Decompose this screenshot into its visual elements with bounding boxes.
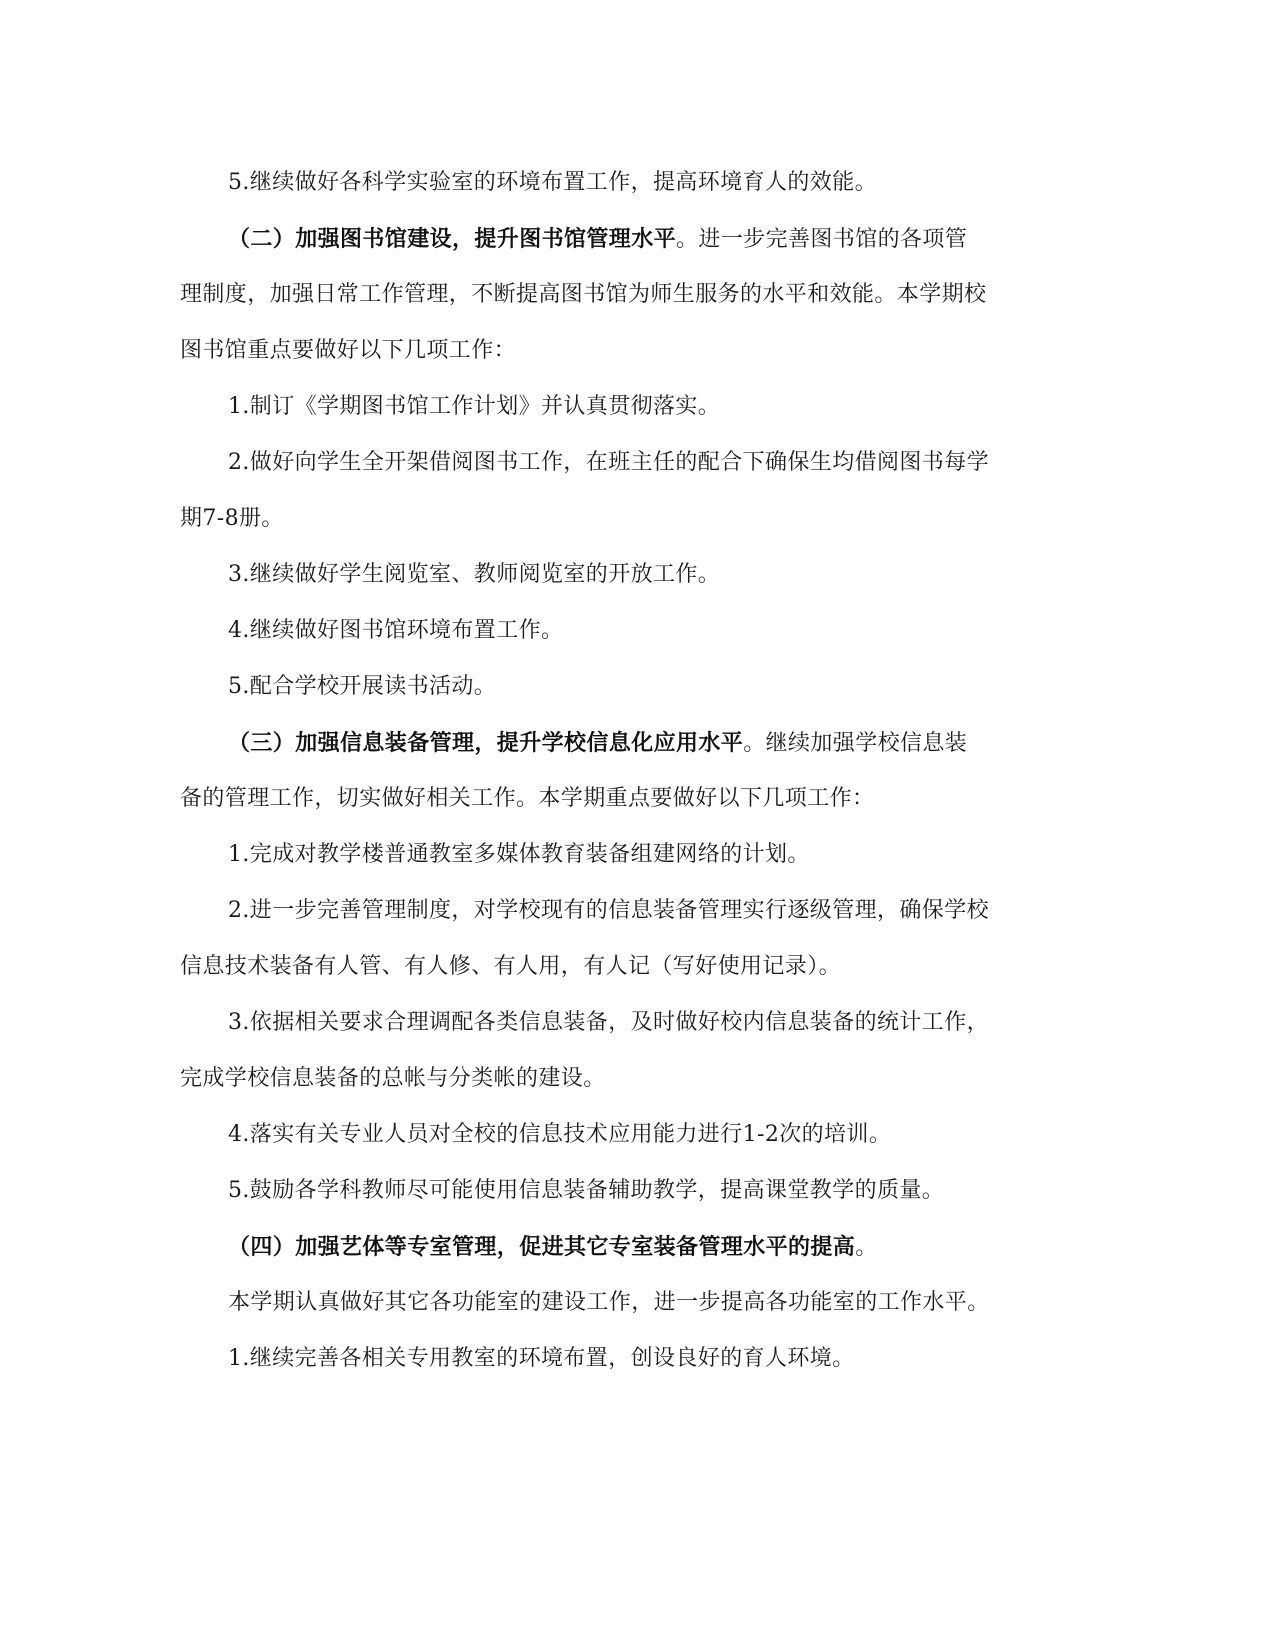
line-text: 图书馆重点要做好以下几项工作： xyxy=(180,338,517,363)
line-text: 本学期认真做好其它各功能室的建设工作，进一步提高各功能室的工作水平。 xyxy=(228,1290,990,1315)
line-text: 2.进一步完善管理制度，对学校现有的信息装备管理实行逐级管理，确保学校 xyxy=(228,898,989,923)
line-text: 5.鼓励各学科教师尽可能使用信息装备辅助教学，提高课堂教学的质量。 xyxy=(228,1178,945,1203)
line-text: 完成学校信息装备的总帐与分类帐的建设。 xyxy=(180,1066,606,1091)
line-text: 1.继续完善各相关专用教室的环境布置，创设良好的育人环境。 xyxy=(228,1346,855,1371)
paragraph-line xyxy=(180,784,1080,814)
section-heading-line xyxy=(228,224,1128,255)
line-text: 理制度，加强日常工作管理，不断提高图书馆为师生服务的水平和效能。本学期校 xyxy=(180,282,987,307)
list-item xyxy=(228,448,1128,478)
line-text: 。 xyxy=(855,1235,878,1260)
section-heading-line xyxy=(228,728,1128,759)
line-text: 信息技术装备有人管、有人修、有人用，有人记（写好使用记录）。 xyxy=(180,954,842,979)
line-text: 。进一步完善图书馆的各项管 xyxy=(676,227,968,252)
paragraph-line xyxy=(180,280,1080,310)
section-heading: （四）加强艺体等专室管理，促进其它专室装备管理水平的提高 xyxy=(228,1234,856,1260)
line-text: 4.落实有关专业人员对全校的信息技术应用能力进行1-2次的培训。 xyxy=(228,1122,892,1147)
list-item xyxy=(228,1176,1128,1206)
line-text: 3.依据相关要求合理调配各类信息装备，及时做好校内信息装备的统计工作， xyxy=(228,1010,989,1035)
list-item xyxy=(228,1120,1128,1150)
list-item xyxy=(228,896,1128,926)
paragraph-line xyxy=(180,336,1080,366)
paragraph-line xyxy=(180,1064,1080,1094)
line-text: 期7-8册。 xyxy=(180,506,284,531)
list-item xyxy=(228,840,1128,870)
list-item xyxy=(228,1008,1128,1038)
list-item xyxy=(228,672,1128,702)
paragraph-line xyxy=(228,168,1128,198)
list-item xyxy=(228,560,1128,590)
paragraph-line xyxy=(228,1288,1128,1318)
list-item xyxy=(228,616,1128,646)
line-text: 5.继续做好各科学实验室的环境布置工作，提高环境育人的效能。 xyxy=(228,170,877,195)
section-heading: （三）加强信息装备管理，提升学校信息化应用水平 xyxy=(228,730,744,756)
list-item xyxy=(228,392,1128,422)
line-text: 2.做好向学生全开架借阅图书工作，在班主任的配合下确保生均借阅图书每学 xyxy=(228,450,989,475)
line-text: 1.完成对教学楼普通教室多媒体教育装备组建网络的计划。 xyxy=(228,842,810,867)
section-heading: （二）加强图书馆建设，提升图书馆管理水平 xyxy=(228,226,677,252)
list-item xyxy=(228,1344,1128,1374)
line-text: 1.制订《学期图书馆工作计划》并认真贯彻落实。 xyxy=(228,394,721,419)
line-text: 3.继续做好学生阅览室、教师阅览室的开放工作。 xyxy=(228,562,721,587)
line-text: 。继续加强学校信息装 xyxy=(743,731,968,756)
line-text: 4.继续做好图书馆环境布置工作。 xyxy=(228,618,564,643)
paragraph-line xyxy=(180,504,1080,534)
section-heading-line xyxy=(228,1232,1128,1263)
line-text: 5.配合学校开展读书活动。 xyxy=(228,674,497,699)
line-text: 备的管理工作，切实做好相关工作。本学期重点要做好以下几项工作： xyxy=(180,786,875,811)
paragraph-line xyxy=(180,952,1080,982)
